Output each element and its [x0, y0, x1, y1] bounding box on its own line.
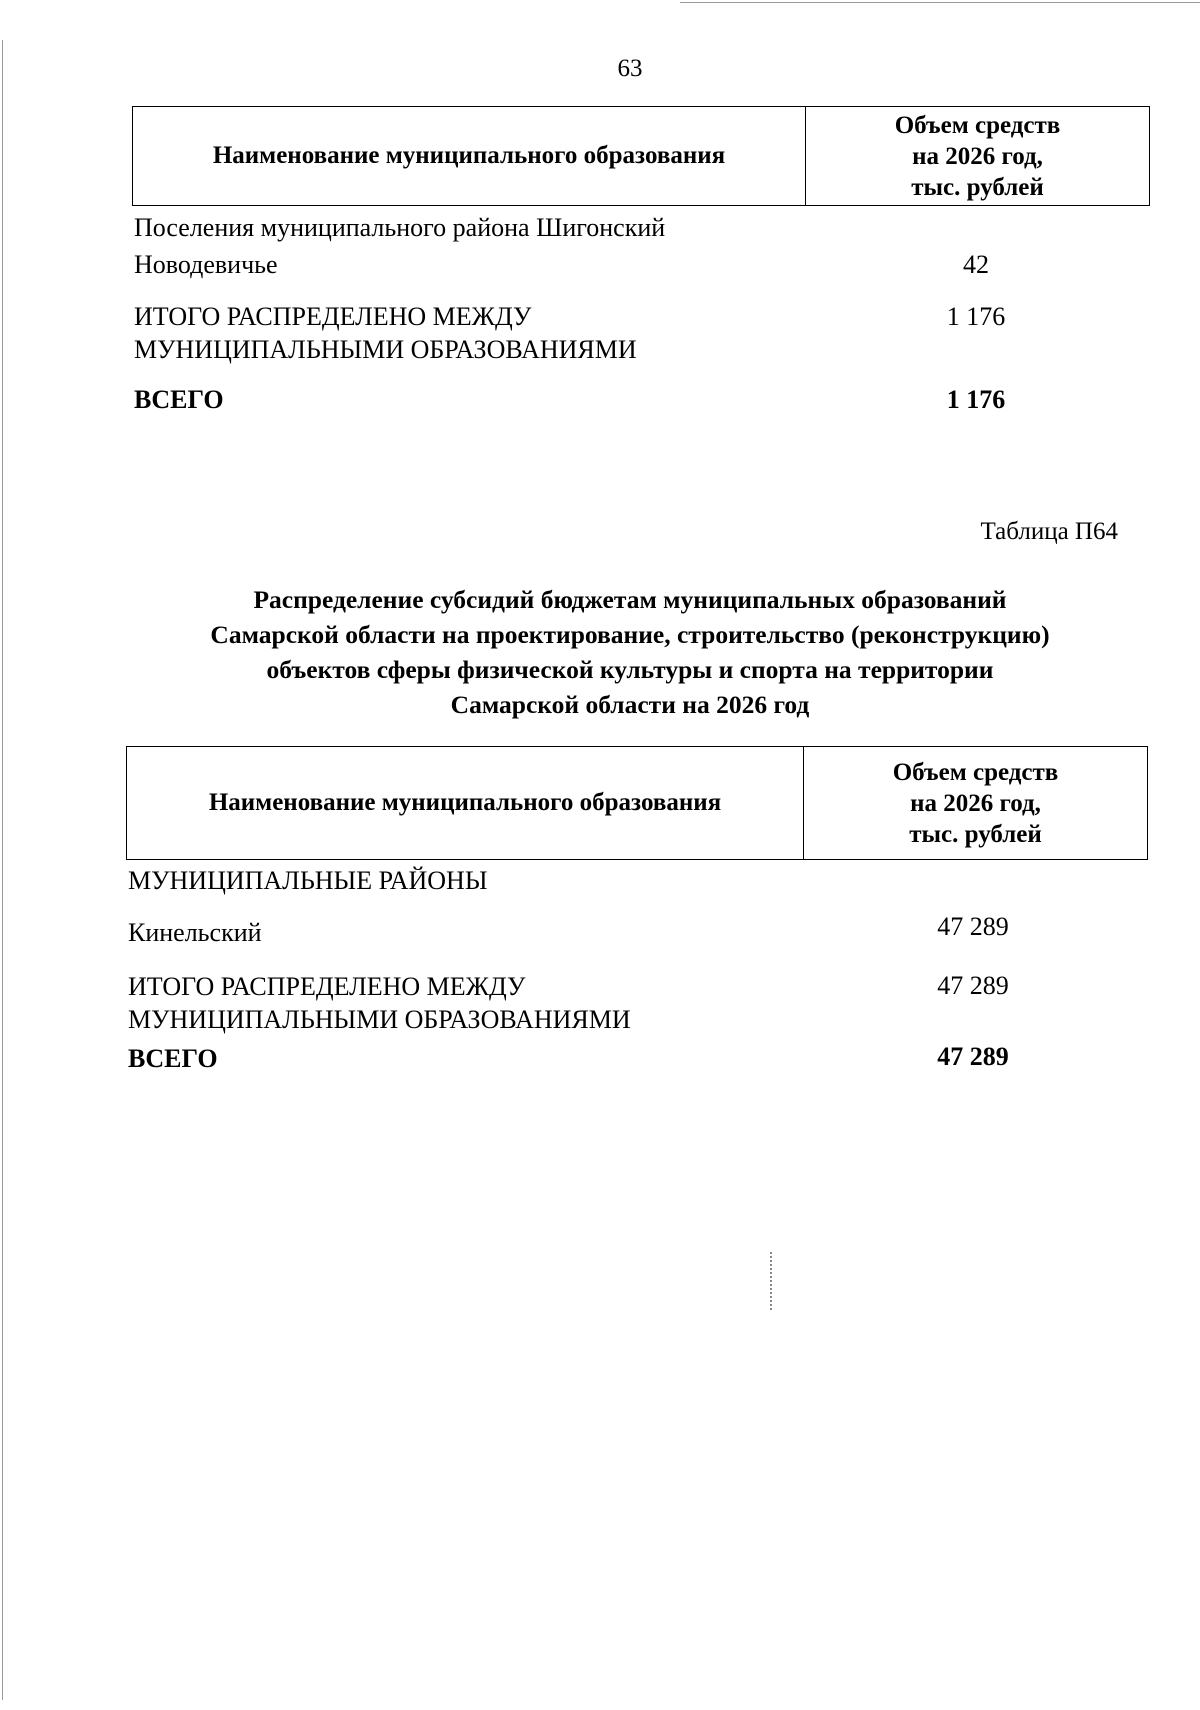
table2-caption-line2: Самарской области на проектирование, строительство (реконструкцию): [210, 620, 1050, 649]
table1-total-value: 1 176: [946, 385, 1006, 414]
table2-header-volume-line2: на 2026 год,: [910, 789, 1041, 817]
table1-header-volume: [806, 107, 1149, 205]
table2-caption: [130, 582, 1130, 722]
scan-artifact-dots: [770, 1252, 776, 1310]
table1-subtotal-value: 1 176: [946, 302, 1006, 331]
scan-border-top: [680, 2, 1200, 3]
table2-total-value: 47 289: [937, 1042, 1009, 1071]
page-number: 63: [617, 55, 643, 82]
table1-header-volume-line2: на 2026 год,: [912, 142, 1043, 170]
table2-row-name: Кинельский: [128, 918, 262, 947]
table2-subtotal-label-line1: ИТОГО РАСПРЕДЕЛЕНО МЕЖДУ: [128, 972, 526, 1001]
table1-row-value: 42: [963, 250, 989, 279]
table1-header-volume-line3: тыс. рублей: [911, 173, 1044, 201]
table2-caption-line4: Самарской области на 2026 год: [450, 690, 810, 719]
table1-subtotal-label: [134, 300, 637, 366]
table2-header-volume-line3: тыс. рублей: [909, 820, 1042, 848]
table2-subtotal-value: 47 289: [937, 971, 1009, 1000]
table1-header-name: Наименование муниципального образования: [133, 107, 806, 205]
table2-subtotal-label-line2: МУНИЦИПАЛЬНЫМИ ОБРАЗОВАНИЯМИ: [128, 1005, 631, 1034]
table2-header-name: Наименование муниципального образования: [127, 747, 804, 859]
table2-caption-line3: объектов сферы физической культуры и спорта на территории: [266, 655, 994, 684]
table2-subtotal-label: [128, 970, 631, 1036]
table2-label: Таблица П64: [980, 518, 1118, 545]
scan-border-left: [2, 40, 3, 1700]
table1-header-volume-line1: Объем средств: [894, 111, 1061, 139]
table1-subtotal-label-line1: ИТОГО РАСПРЕДЕЛЕНО МЕЖДУ: [134, 302, 532, 331]
table1-header: [132, 106, 1150, 206]
table2-caption-line1: Распределение субсидий бюджетам муниципальных образований: [253, 585, 1007, 614]
table1-total-label: ВСЕГО: [134, 385, 224, 414]
table1-section: Поселения муниципального района Шигонский: [134, 213, 666, 242]
table2-header: [126, 746, 1148, 860]
table1-row-name: Новодевичье: [134, 250, 278, 279]
table2-section: МУНИЦИПАЛЬНЫЕ РАЙОНЫ: [128, 866, 488, 895]
table2-header-volume-line1: Объем средств: [892, 758, 1059, 786]
table2-row-value: 47 289: [937, 912, 1009, 941]
table2-total-label: ВСЕГО: [128, 1044, 218, 1073]
table2-header-volume: [804, 747, 1147, 859]
table1-subtotal-label-line2: МУНИЦИПАЛЬНЫМИ ОБРАЗОВАНИЯМИ: [134, 335, 637, 364]
